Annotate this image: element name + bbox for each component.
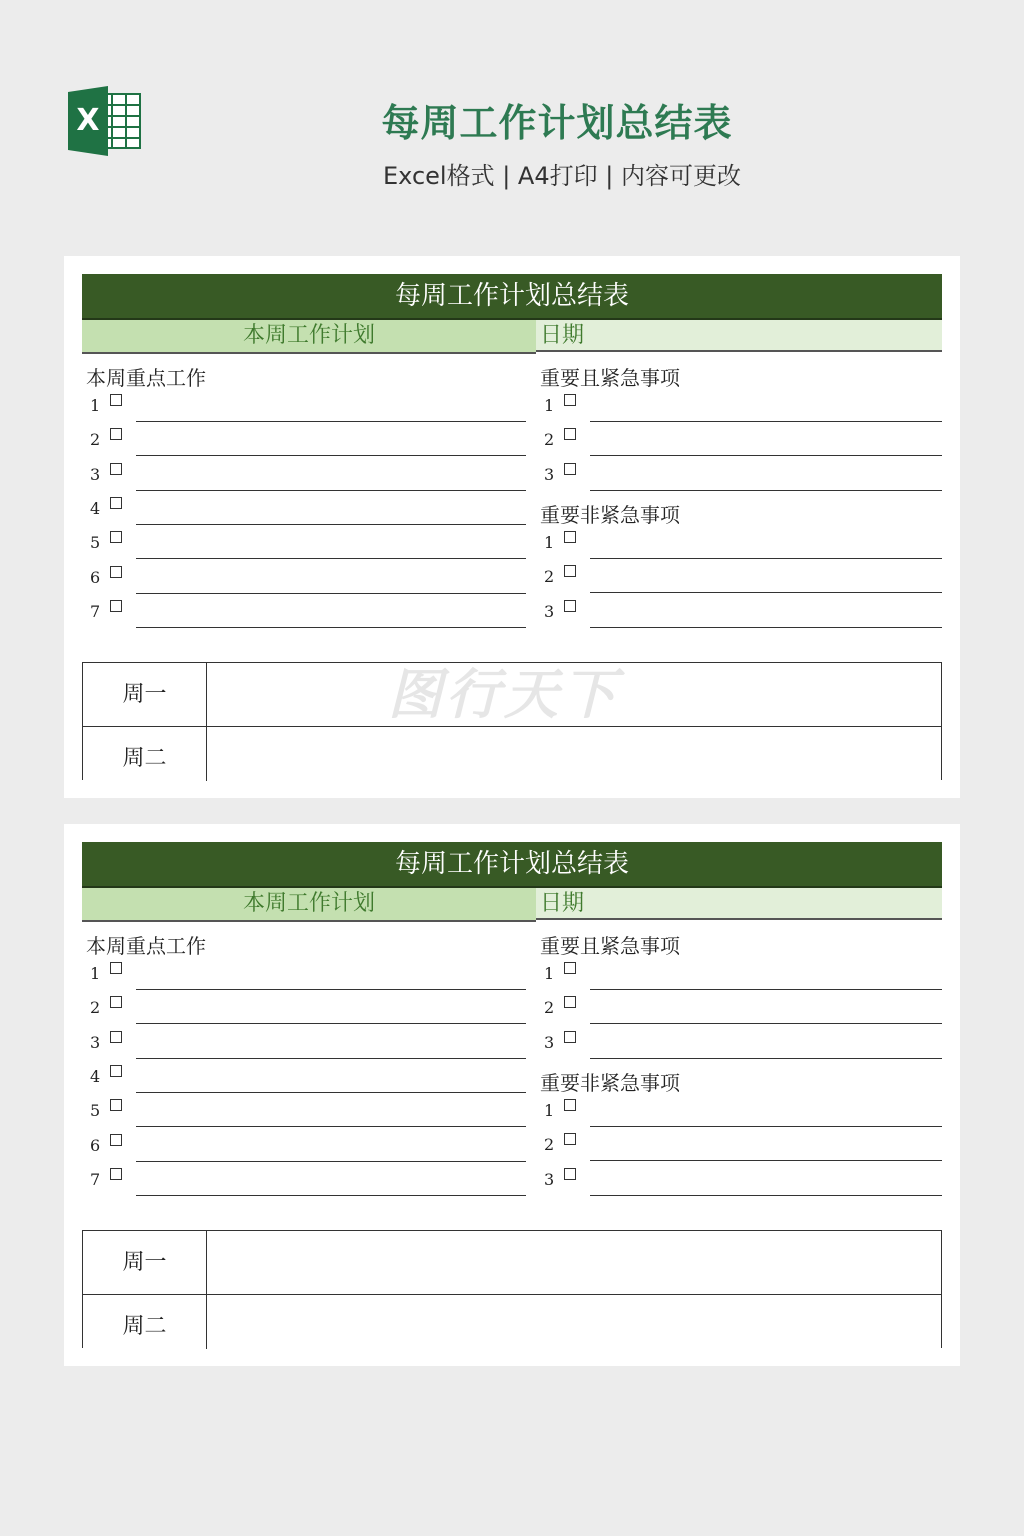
key-work-item (82, 422, 526, 456)
checkbox[interactable] (564, 463, 576, 475)
key-work-number: 6 (90, 567, 101, 587)
key-work-number: 5 (90, 533, 101, 553)
checkbox[interactable] (110, 962, 122, 974)
checkbox[interactable] (110, 497, 122, 509)
key-work-number: 1 (90, 964, 101, 983)
checkbox[interactable] (564, 428, 576, 440)
checkbox[interactable] (564, 1031, 576, 1043)
key-work-item (82, 560, 526, 594)
checkbox[interactable] (564, 1099, 576, 1111)
day-content-cell[interactable] (207, 1231, 941, 1294)
key-work-item (82, 990, 526, 1024)
day-content-cell[interactable] (207, 1295, 941, 1349)
plan-header: 本周工作计划 (82, 320, 536, 354)
urgent-number: 3 (544, 464, 555, 484)
urgent-item (536, 1025, 942, 1059)
key-work-number: 5 (90, 1101, 101, 1121)
day-label: 周一 (83, 663, 207, 726)
urgent-number: 2 (544, 998, 555, 1018)
checkbox[interactable] (110, 600, 122, 612)
urgent-number: 1 (544, 396, 555, 415)
day-row (83, 1231, 941, 1295)
key-work-number: 7 (90, 601, 101, 621)
key-work-number: 4 (90, 498, 101, 518)
urgent-item (536, 990, 942, 1024)
checkbox[interactable] (564, 531, 576, 543)
day-label: 周一 (83, 1231, 207, 1294)
day-row (83, 727, 941, 781)
excel-logo-letter: X (76, 103, 100, 138)
watermark: 图行天下 (388, 662, 620, 726)
key-work-number: 7 (90, 1169, 101, 1189)
nonurgent-number: 1 (544, 533, 555, 552)
key-work-number: 3 (90, 1032, 101, 1052)
key-work-number: 2 (90, 998, 101, 1018)
nonurgent-number: 2 (544, 1135, 555, 1155)
nonurgent-item (536, 594, 942, 628)
checkbox[interactable] (564, 996, 576, 1008)
key-work-item (82, 1059, 526, 1093)
urgent-item (536, 956, 942, 990)
checkbox[interactable] (564, 962, 576, 974)
key-work-item (82, 491, 526, 525)
key-work-number: 6 (90, 1135, 101, 1155)
nonurgent-input-line[interactable] (590, 627, 942, 628)
urgent-item (536, 388, 942, 422)
day-label: 周二 (83, 727, 207, 781)
key-work-item (82, 956, 526, 990)
checkbox[interactable] (110, 1065, 122, 1077)
key-work-item (82, 1093, 526, 1127)
daily-table (82, 1230, 942, 1348)
nonurgent-item (536, 525, 942, 559)
checkbox[interactable] (110, 566, 122, 578)
key-work-item (82, 457, 526, 491)
key-work-number: 3 (90, 464, 101, 484)
urgent-input-line[interactable] (590, 1058, 942, 1059)
sheet-2 (64, 824, 960, 1366)
checkbox[interactable] (110, 394, 122, 406)
urgent-label: 重要且紧急事项 (540, 934, 680, 958)
key-work-item (82, 594, 526, 628)
checkbox[interactable] (110, 531, 122, 543)
nonurgent-number: 3 (544, 1169, 555, 1189)
urgent-number: 3 (544, 1032, 555, 1052)
checkbox[interactable] (110, 1168, 122, 1180)
day-row (83, 1295, 941, 1349)
urgent-label: 重要且紧急事项 (540, 366, 680, 390)
day-label: 周二 (83, 1295, 207, 1349)
key-work-item (82, 525, 526, 559)
checkbox[interactable] (564, 1168, 576, 1180)
checkbox[interactable] (110, 996, 122, 1008)
nonurgent-item (536, 1162, 942, 1196)
checkbox[interactable] (110, 1134, 122, 1146)
nonurgent-number: 3 (544, 601, 555, 621)
urgent-number: 1 (544, 964, 555, 983)
key-work-number: 1 (90, 396, 101, 415)
urgent-item (536, 422, 942, 456)
checkbox[interactable] (564, 600, 576, 612)
urgent-item (536, 457, 942, 491)
nonurgent-number: 2 (544, 567, 555, 587)
nonurgent-label: 重要非紧急事项 (540, 503, 680, 527)
key-work-label: 本周重点工作 (86, 934, 206, 958)
checkbox[interactable] (564, 1133, 576, 1145)
key-work-number: 4 (90, 1066, 101, 1086)
checkbox[interactable] (110, 463, 122, 475)
key-work-item (82, 388, 526, 422)
nonurgent-label: 重要非紧急事项 (540, 1071, 680, 1095)
checkbox[interactable] (110, 428, 122, 440)
date-header[interactable]: 日期 (536, 320, 942, 352)
key-work-item (82, 1025, 526, 1059)
key-work-number: 2 (90, 430, 101, 450)
urgent-input-line[interactable] (590, 490, 942, 491)
checkbox[interactable] (564, 565, 576, 577)
nonurgent-input-line[interactable] (590, 1195, 942, 1196)
nonurgent-item (536, 1093, 942, 1127)
sheet-title: 每周工作计划总结表 (82, 842, 942, 888)
plan-header: 本周工作计划 (82, 888, 536, 922)
urgent-number: 2 (544, 430, 555, 450)
checkbox[interactable] (564, 394, 576, 406)
key-work-input-line[interactable] (136, 1195, 526, 1196)
checkbox[interactable] (110, 1031, 122, 1043)
date-header[interactable]: 日期 (536, 888, 942, 920)
page-subtitle: Excel格式 | A4打印 | 内容可更改 (383, 162, 741, 190)
key-work-item (82, 1128, 526, 1162)
nonurgent-item (536, 1127, 942, 1161)
nonurgent-number: 1 (544, 1101, 555, 1120)
key-work-item (82, 1162, 526, 1196)
key-work-label: 本周重点工作 (86, 366, 206, 390)
key-work-input-line[interactable] (136, 627, 526, 628)
nonurgent-item (536, 559, 942, 593)
checkbox[interactable] (110, 1099, 122, 1111)
sheet-title: 每周工作计划总结表 (82, 274, 942, 320)
day-content-cell[interactable] (207, 727, 941, 781)
page-title: 每周工作计划总结表 (381, 101, 733, 145)
